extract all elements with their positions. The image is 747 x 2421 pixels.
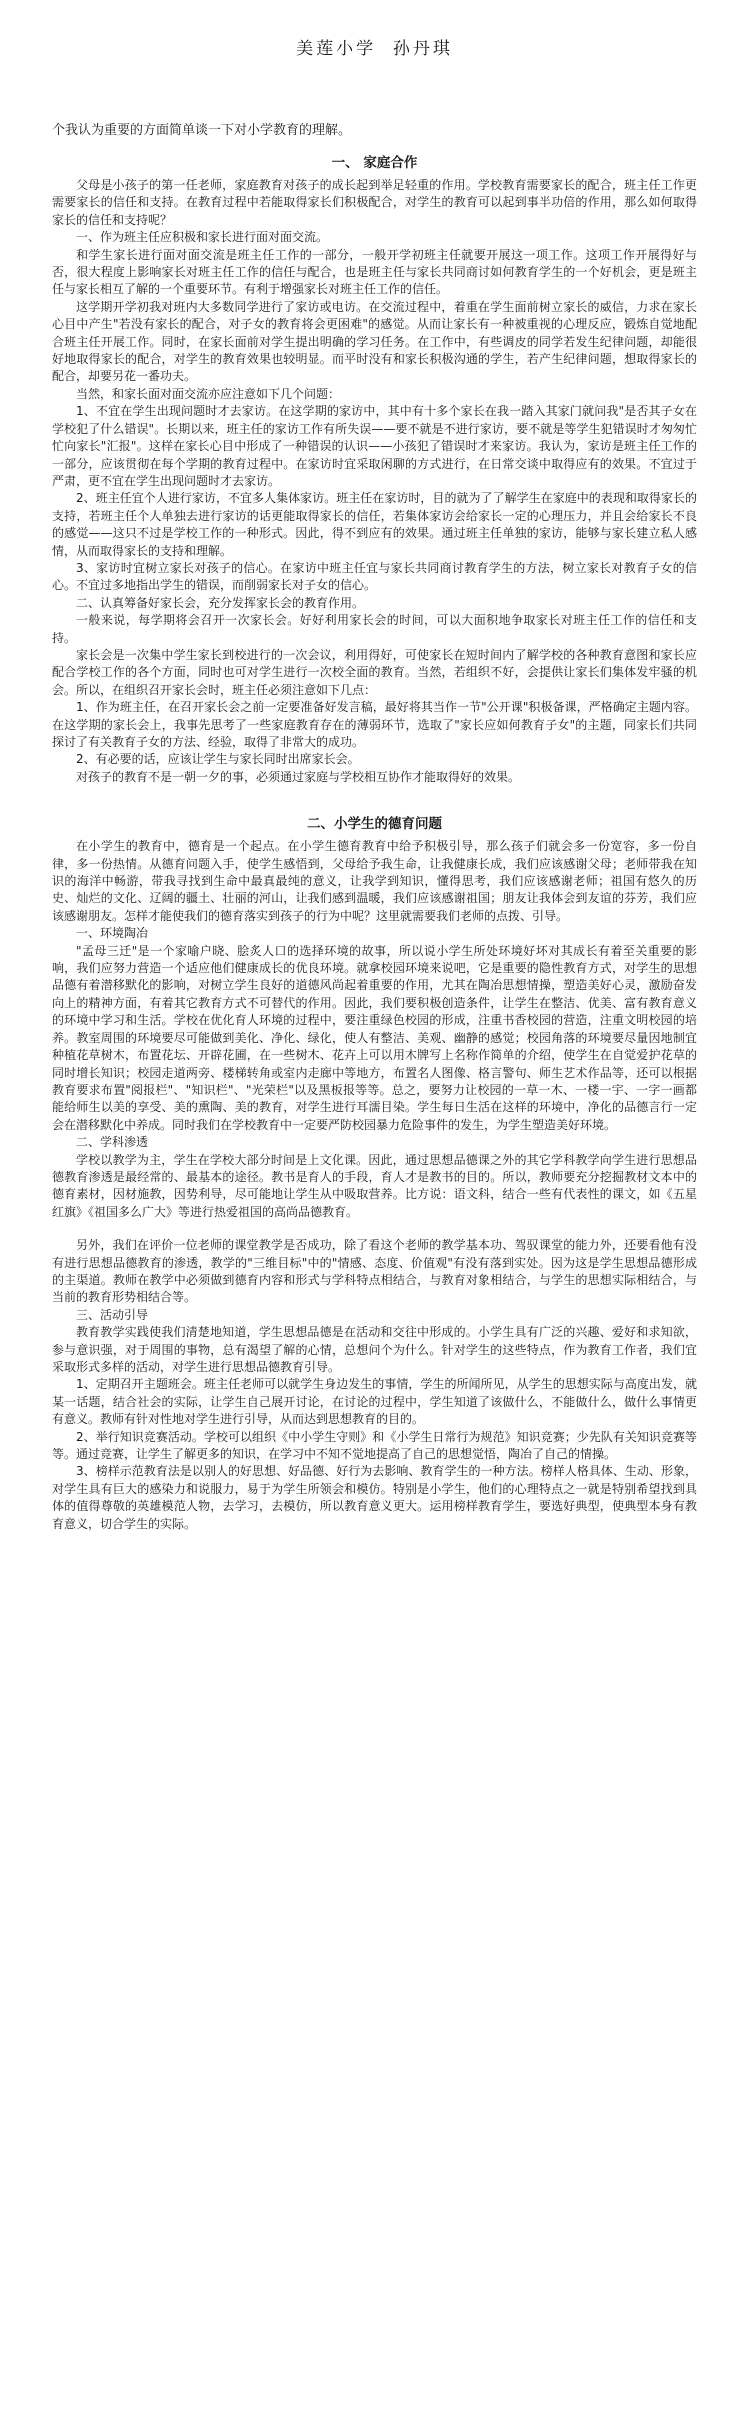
- body-paragraph: 教育教学实践使我们清楚地知道，学生思想品德是在活动和交往中形成的。小学生具有广泛的兴趣、爱好和求知欲，参与意识强，对于周围的事物，总有渴望了解的心情，总想问个为什么。针对学生的这些特点，作为教育工作者，我们宜采取形式多样的活动，对学生进行思想品德教育引导。: [52, 1325, 697, 1374]
- body-paragraph: 1、作为班主任，在召开家长会之前一定要准备好发言稿，最好将其当作一节"公开课"积极备课，严格确定主题内容。在这学期的家长会上，我事先思考了一些家庭教育存在的薄弱环节，选取了"家长应如何教育子女"的主题，同家长们共同探讨了有关教育子女的方法、经验，取得了非常大的成功。: [52, 700, 697, 749]
- body-paragraph: 和学生家长进行面对面交流是班主任工作的一部分，一般开学初班主任就要开展这一项工作。这项工作开展得好与否，很大程度上影响家长对班主任工作的信任与配合，也是班主任与家长共同商讨如何教育学生的一个好机会，更是班主任与家长相互了解的一个重要环节。有利于增强家长对班主任工作的信任。: [52, 247, 697, 297]
- section-body-family-cooperation: [52, 177, 697, 786]
- body-paragraph: 在小学生的教育中，德育是一个起点。在小学生德育教育中给予积极引导，那么孩子们就会多一份宽容，多一份自律，多一份热情。从德育问题入手，使学生感悟到，父母给予我生命，让我健康长成，我们应该感谢父母；老师带我在知识的海洋中畅游，带我寻找到生命中最真最纯的意义，让我学到知识，懂得思考，我们应该感谢老师；祖国有悠久的历史、灿烂的文化、辽阔的疆土、壮丽的河山，让我们感到温暖，我们应该感谢祖国；朋友让我体会到友谊的芬芳，我们应该感谢朋友。怎样才能使我们的德育落实到孩子的行为中呢？这里就需要我们老师的点拨、引导。: [52, 839, 697, 923]
- body-paragraph: 对孩子的教育不是一朝一夕的事，必须通过家庭与学校相互协作才能取得好的效果。: [76, 769, 521, 784]
- body-paragraph: 3、榜样示范教育法是以别人的好思想、好品德、好行为去影响、教育学生的一种方法。榜样人格具体、生动、形象，对学生具有巨大的感染力和说服力，易于为学生所领会和模仿。特别是小学生，他们的心理特点之一就是特别希望找到具体的值得尊敬的英雄模范人物，去学习，去模仿，所以教育意义更大。运用榜样教育学生，要选好典型，使典型本身有教育意义，切合学生的实际。: [52, 1464, 697, 1531]
- body-paragraph: 二、认真筹备好家长会，充分发挥家长会的教育作用。: [76, 595, 365, 610]
- body-paragraph: 一般来说，每学期将会召开一次家长会。好好利用家长会的时间，可以大面积地争取家长对班主任工作的信任和支持。: [52, 613, 697, 645]
- body-paragraph: 父母是小孩子的第一任老师，家庭教育对孩子的成长起到举足轻重的作用。学校教育需要家长的配合，班主任工作更需要家长的信任和支持。在教育过程中若能取得家长们积极配合，对学生的教育可以起到事半功倍的作用，那么如何取得家长的信任和支持呢？: [52, 178, 697, 227]
- intro-text: 个我认为重要的方面简单谈一下对小学教育的理解。: [52, 123, 352, 138]
- body-paragraph: 另外，我们在评价一位老师的课堂教学是否成功，除了看这个老师的教学基本功、驾驭课堂的能力外，还要看他有没有进行思想品德教育的渗透，教学的"三维目标"中的"情感、态度、价值观"有没有落到实处。因为这是学生思想品德形成的主渠道。教师在教学中必须做到德育内容和形式与学科特点相结合，与教育对象相结合，与学生的思想实际相结合，与当前的教育形势相结合等。: [52, 1238, 697, 1305]
- body-paragraph: 学校以教学为主，学生在学校大部分时间是上文化课。因此，通过思想品德课之外的其它学科教学向学生进行思想品德教育渗透是最经常的、最基本的途径。教书是育人的手段，育人才是教书的目的。所以，教师要充分挖掘教材文本中的德育素材，因材施教，因势利导，尽可能地让学生从中吸取营养。比方说：语文科，结合一些有代表性的课文，如《五星红旗》《祖国多么广大》等进行热爱祖国的高尚品德教育。: [52, 1152, 697, 1219]
- section-heading-moral-education: 二、小学生的德育问题: [307, 816, 442, 833]
- body-paragraph: 2、有必要的话，应该让学生与家长同时出席家长会。: [76, 752, 360, 767]
- body-paragraph: 一、环境陶冶: [76, 926, 149, 941]
- author-line: 美莲小学 孙丹琪: [296, 39, 453, 59]
- body-paragraph: 家长会是一次集中学生家长到校进行的一次会议，利用得好，可使家长在短时间内了解学校的各种教育意图和家长应配合学校工作的各个方面，同时也可对学生进行一次校全面的教育。当然，若组织不好，会提供让家长们集体发牢骚的机会。所以，在组织召开家长会时，班主任必须注意如下几点：: [52, 647, 697, 697]
- body-paragraph: 这学期开学初我对班内大多数同学进行了家访或电访。在交流过程中，着重在学生面前树立家长的威信，力求在家长心目中产生"若没有家长的配合，对子女的教育将会更困难"的感觉。从而让家长有一种被重视的心理反应，锻炼自觉地配合班主任开展工作。同时，在家长面前对学生提出明确的学习任务。在工作中，有些调皮的同学若发生纪律问题，却能很好地取得家长的配合，对学生的教育效果也较明显。而平时没有和家长积极沟通的学生，若产生纪律问题，想取得家长的配合，却要另花一番功夫。: [52, 299, 697, 384]
- body-paragraph: 1、不宜在学生出现问题时才去家访。在这学期的家访中，其中有十多个家长在我一踏入其家门就问我"是否其子女在学校犯了什么错误"。长期以来，班主任的家访工作有所失误——要不就是不进行家访，要不就是等学生犯错误时才匆匆忙忙向家长"汇报"。这样在家长心目中形成了一种错误的认识——小孩犯了错误时才来家访。我认为，家访是班主任工作的一部分，应该贯彻在每个学期的教育过程中。在家访时宜采取闲聊的方式进行，在日常交谈中取得应有的效果。不宜过于严肃，更不宜在学生出现问题时才去家访。: [52, 404, 697, 488]
- section-heading-family-cooperation: 一、 家庭合作: [331, 155, 418, 171]
- body-paragraph: 2、班主任宜个人进行家访，不宜多人集体家访。班主任在家访时，目的就为了了解学生在家庭中的表现和取得家长的支持，若班主任个人单独去进行家访的话更能取得家长的信任，若集体家访会给家长一定的心理压力，并且会给家长不良的感觉——这只不过是学校工作的一种形式。因此，得不到应有的效果。通过班主任单独的家访，能够与家长建立私人感情，从而取得家长的支持和理解。: [52, 491, 697, 558]
- body-paragraph: 3、家访时宜树立家长对孩子的信心。在家访中班主任宜与家长共同商讨教育学生的方法，树立家长对教育子女的信心。不宜过多地指出学生的错误，而削弱家长对子女的信心。: [52, 560, 697, 593]
- body-paragraph: "孟母三迁"是一个家喻户晓、脍炙人口的选择环境的故事，所以说小学生所处环境好坏对其成长有着至关重要的影响，我们应努力营造一个适应他们健康成长的优良环境。就拿校园环境来说吧，它是重要的隐性教育方式，对学生的思想品德有着潜移默化的影响，对树立学生良好的道德风尚起着重要的作用，尤其在陶冶思想情操，塑造美好心灵，激励奋发向上的精神方面，有着其它教育方式不可替代的作用。因此，我们要积极创造条件，让学生在整洁、优美、富有教育意义的环境中学习和生活。学校在优化育人环境的过程中，要注重绿色校园的形成，注重书香校园的营造，注重文明校园的培养。教室周围的环境要尽可能做到美化、净化、绿化，使人有整洁、美观、幽静的感觉；校园角落的环境要尽量因地制宜种植花草树木，布置花坛、开辟花圃，在一些树木、花卉上可以用木牌写上名称作简单的介绍，使学生在自觉爱护花草的同时增长知识；校园走道两旁、楼梯转角或室内走廊中等地方，布置名人图像、格言警句、师生艺术作品等，还可以根据教育要求布置"阅报栏"、"知识栏"、"光荣栏"以及黑板报等等。总之，要努力让校园的一草一木、一楼一宇、一字一画都能给师生以美的享受、美的熏陶、美的教育，对学生进行耳濡目染。学生每日生活在这样的环境中，净化的品德言行一定会在潜移默化中养成。同时我们在学校教育中一定要严防校园暴力危险事件的发生，为学生塑造美好环境。: [52, 943, 697, 1132]
- body-paragraph: 二、学科渗透: [76, 1135, 149, 1150]
- body-paragraph: 1、定期召开主题班会。班主任老师可以就学生身边发生的事情，学生的所闻所见，从学生的思想实际与高度出发，就某一话题，结合社会的实际，让学生自己展开讨论，在讨论的过程中，学生知道了该做什么，不能做什么，做什么事情更有意义。教师有针对性地对学生进行引导，从而达到思想教育的目的。: [52, 1377, 697, 1427]
- body-paragraph: 三、活动引导: [76, 1307, 149, 1322]
- section-body-moral-education: [52, 838, 697, 1533]
- body-paragraph: 2、举行知识竞赛活动。学校可以组织《中小学生守则》和《小学生日常行为规范》知识竞赛；少先队有关知识竞赛等等。通过竞赛，让学生了解更多的知识，在学习中不知不觉地提高了自己的思想觉悟，陶冶了自己的情操。: [52, 1429, 697, 1462]
- body-paragraph: 当然，和家长面对面交流亦应注意如下几个问题：: [76, 386, 341, 401]
- body-paragraph: 一、作为班主任应积极和家长进行面对面交流。: [76, 230, 329, 245]
